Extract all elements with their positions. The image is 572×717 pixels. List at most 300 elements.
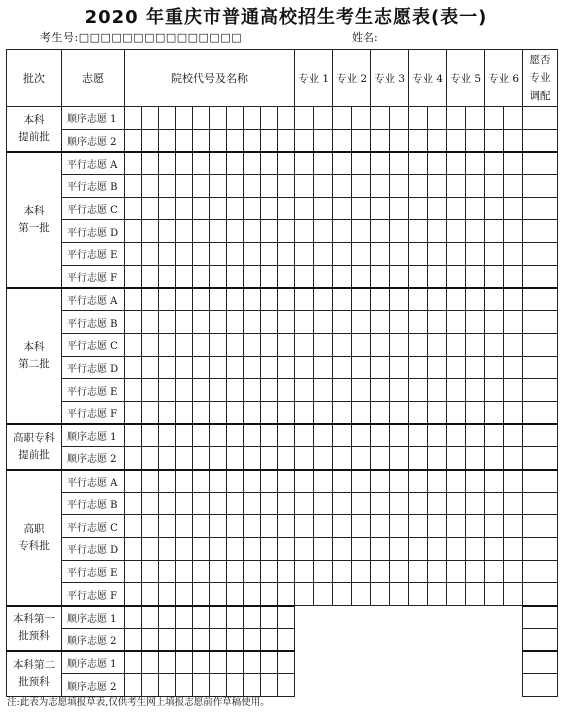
major-code-box[interactable] [428, 447, 447, 470]
school-code-box[interactable] [159, 243, 176, 266]
major-code-box[interactable] [428, 107, 447, 130]
school-code-box[interactable] [159, 197, 176, 220]
major-code-box[interactable] [352, 129, 371, 152]
school-code-box[interactable] [278, 243, 295, 266]
major-code-box[interactable] [371, 379, 390, 402]
major-code-box[interactable] [314, 356, 333, 379]
adjust-box[interactable] [523, 424, 558, 447]
major-code-box[interactable] [390, 424, 409, 447]
major-code-box[interactable] [333, 197, 352, 220]
adjust-box[interactable] [523, 674, 558, 697]
school-code-box[interactable] [159, 447, 176, 470]
major-code-box[interactable] [390, 288, 409, 311]
school-code-box[interactable] [159, 107, 176, 130]
major-code-box[interactable] [295, 401, 314, 424]
school-code-box[interactable] [193, 152, 210, 175]
school-code-box[interactable] [176, 492, 193, 515]
school-code-box[interactable] [244, 447, 261, 470]
school-code-box[interactable] [261, 583, 278, 606]
major-code-box[interactable] [390, 265, 409, 288]
major-code-box[interactable] [295, 470, 314, 493]
major-code-box[interactable] [466, 492, 485, 515]
school-code-box[interactable] [227, 401, 244, 424]
school-code-box[interactable] [125, 152, 142, 175]
school-code-box[interactable] [142, 538, 159, 561]
adjust-box[interactable] [523, 333, 558, 356]
major-code-box[interactable] [295, 220, 314, 243]
school-code-box[interactable] [125, 197, 142, 220]
school-code-box[interactable] [244, 152, 261, 175]
major-code-box[interactable] [466, 311, 485, 334]
school-code-box[interactable] [261, 356, 278, 379]
school-code-box[interactable] [176, 447, 193, 470]
school-code-box[interactable] [227, 560, 244, 583]
school-code-box[interactable] [142, 470, 159, 493]
major-code-box[interactable] [466, 515, 485, 538]
school-code-box[interactable] [261, 333, 278, 356]
school-code-box[interactable] [142, 560, 159, 583]
major-code-box[interactable] [371, 333, 390, 356]
major-code-box[interactable] [447, 175, 466, 198]
school-code-box[interactable] [244, 583, 261, 606]
major-code-box[interactable] [352, 424, 371, 447]
major-code-box[interactable] [428, 288, 447, 311]
school-code-box[interactable] [159, 606, 176, 629]
major-code-box[interactable] [295, 243, 314, 266]
school-code-box[interactable] [278, 107, 295, 130]
major-code-box[interactable] [352, 197, 371, 220]
major-code-box[interactable] [390, 401, 409, 424]
major-code-box[interactable] [485, 379, 504, 402]
school-code-box[interactable] [261, 538, 278, 561]
school-code-box[interactable] [176, 220, 193, 243]
major-code-box[interactable] [352, 333, 371, 356]
school-code-box[interactable] [176, 538, 193, 561]
major-code-box[interactable] [314, 175, 333, 198]
major-code-box[interactable] [428, 333, 447, 356]
major-code-box[interactable] [504, 220, 523, 243]
major-code-box[interactable] [447, 152, 466, 175]
school-code-box[interactable] [193, 333, 210, 356]
major-code-box[interactable] [504, 447, 523, 470]
major-code-box[interactable] [352, 356, 371, 379]
major-code-box[interactable] [504, 470, 523, 493]
school-code-box[interactable] [244, 265, 261, 288]
major-code-box[interactable] [447, 288, 466, 311]
school-code-box[interactable] [261, 606, 278, 629]
major-code-box[interactable] [314, 197, 333, 220]
major-code-box[interactable] [466, 129, 485, 152]
school-code-box[interactable] [159, 538, 176, 561]
school-code-box[interactable] [176, 197, 193, 220]
major-code-box[interactable] [504, 333, 523, 356]
major-code-box[interactable] [371, 311, 390, 334]
major-code-box[interactable] [352, 288, 371, 311]
school-code-box[interactable] [261, 220, 278, 243]
major-code-box[interactable] [466, 243, 485, 266]
major-code-box[interactable] [314, 447, 333, 470]
school-code-box[interactable] [210, 356, 227, 379]
school-code-box[interactable] [210, 401, 227, 424]
school-code-box[interactable] [210, 470, 227, 493]
school-code-box[interactable] [261, 311, 278, 334]
major-code-box[interactable] [352, 470, 371, 493]
school-code-box[interactable] [210, 333, 227, 356]
major-code-box[interactable] [466, 560, 485, 583]
school-code-box[interactable] [176, 379, 193, 402]
major-code-box[interactable] [485, 583, 504, 606]
major-code-box[interactable] [409, 288, 428, 311]
adjust-box[interactable] [523, 492, 558, 515]
school-code-box[interactable] [176, 560, 193, 583]
school-code-box[interactable] [278, 492, 295, 515]
major-code-box[interactable] [352, 583, 371, 606]
major-code-box[interactable] [295, 333, 314, 356]
major-code-box[interactable] [333, 129, 352, 152]
major-code-box[interactable] [409, 311, 428, 334]
major-code-box[interactable] [390, 333, 409, 356]
school-code-box[interactable] [142, 651, 159, 674]
school-code-box[interactable] [125, 560, 142, 583]
adjust-box[interactable] [523, 560, 558, 583]
school-code-box[interactable] [244, 560, 261, 583]
major-code-box[interactable] [485, 538, 504, 561]
major-code-box[interactable] [314, 265, 333, 288]
school-code-box[interactable] [227, 129, 244, 152]
major-code-box[interactable] [447, 560, 466, 583]
major-code-box[interactable] [485, 265, 504, 288]
school-code-box[interactable] [244, 538, 261, 561]
school-code-box[interactable] [159, 356, 176, 379]
major-code-box[interactable] [295, 107, 314, 130]
school-code-box[interactable] [159, 674, 176, 697]
major-code-box[interactable] [504, 583, 523, 606]
school-code-box[interactable] [227, 447, 244, 470]
major-code-box[interactable] [352, 560, 371, 583]
school-code-box[interactable] [227, 379, 244, 402]
major-code-box[interactable] [504, 492, 523, 515]
major-code-box[interactable] [314, 129, 333, 152]
major-code-box[interactable] [295, 492, 314, 515]
school-code-box[interactable] [278, 197, 295, 220]
school-code-box[interactable] [193, 220, 210, 243]
school-code-box[interactable] [176, 651, 193, 674]
major-code-box[interactable] [371, 129, 390, 152]
school-code-box[interactable] [244, 356, 261, 379]
school-code-box[interactable] [125, 129, 142, 152]
major-code-box[interactable] [466, 583, 485, 606]
major-code-box[interactable] [504, 152, 523, 175]
school-code-box[interactable] [244, 424, 261, 447]
major-code-box[interactable] [447, 470, 466, 493]
school-code-box[interactable] [142, 583, 159, 606]
school-code-box[interactable] [159, 311, 176, 334]
major-code-box[interactable] [428, 243, 447, 266]
major-code-box[interactable] [447, 333, 466, 356]
major-code-box[interactable] [428, 265, 447, 288]
school-code-box[interactable] [210, 560, 227, 583]
major-code-box[interactable] [485, 470, 504, 493]
school-code-box[interactable] [125, 333, 142, 356]
major-code-box[interactable] [447, 107, 466, 130]
major-code-box[interactable] [485, 175, 504, 198]
school-code-box[interactable] [227, 311, 244, 334]
school-code-box[interactable] [278, 333, 295, 356]
school-code-box[interactable] [159, 129, 176, 152]
school-code-box[interactable] [227, 651, 244, 674]
major-code-box[interactable] [409, 356, 428, 379]
school-code-box[interactable] [261, 243, 278, 266]
major-code-box[interactable] [390, 356, 409, 379]
major-code-box[interactable] [295, 152, 314, 175]
major-code-box[interactable] [447, 379, 466, 402]
major-code-box[interactable] [485, 515, 504, 538]
major-code-box[interactable] [333, 265, 352, 288]
major-code-box[interactable] [409, 197, 428, 220]
school-code-box[interactable] [176, 628, 193, 651]
school-code-box[interactable] [193, 265, 210, 288]
school-code-box[interactable] [210, 379, 227, 402]
major-code-box[interactable] [428, 560, 447, 583]
school-code-box[interactable] [159, 175, 176, 198]
school-code-box[interactable] [261, 447, 278, 470]
major-code-box[interactable] [314, 583, 333, 606]
school-code-box[interactable] [210, 651, 227, 674]
school-code-box[interactable] [227, 197, 244, 220]
school-code-box[interactable] [244, 515, 261, 538]
major-code-box[interactable] [352, 515, 371, 538]
major-code-box[interactable] [314, 107, 333, 130]
school-code-box[interactable] [227, 333, 244, 356]
major-code-box[interactable] [390, 447, 409, 470]
school-code-box[interactable] [159, 470, 176, 493]
major-code-box[interactable] [314, 288, 333, 311]
major-code-box[interactable] [390, 538, 409, 561]
major-code-box[interactable] [428, 583, 447, 606]
major-code-box[interactable] [466, 470, 485, 493]
school-code-box[interactable] [278, 288, 295, 311]
major-code-box[interactable] [295, 515, 314, 538]
major-code-box[interactable] [466, 265, 485, 288]
major-code-box[interactable] [409, 333, 428, 356]
adjust-box[interactable] [523, 515, 558, 538]
major-code-box[interactable] [352, 447, 371, 470]
school-code-box[interactable] [244, 175, 261, 198]
school-code-box[interactable] [159, 265, 176, 288]
major-code-box[interactable] [428, 515, 447, 538]
school-code-box[interactable] [261, 197, 278, 220]
major-code-box[interactable] [447, 424, 466, 447]
school-code-box[interactable] [193, 311, 210, 334]
major-code-box[interactable] [485, 333, 504, 356]
major-code-box[interactable] [333, 424, 352, 447]
school-code-box[interactable] [278, 515, 295, 538]
school-code-box[interactable] [125, 583, 142, 606]
major-code-box[interactable] [466, 401, 485, 424]
major-code-box[interactable] [485, 560, 504, 583]
major-code-box[interactable] [352, 107, 371, 130]
school-code-box[interactable] [193, 197, 210, 220]
major-code-box[interactable] [333, 175, 352, 198]
major-code-box[interactable] [466, 447, 485, 470]
major-code-box[interactable] [485, 107, 504, 130]
major-code-box[interactable] [504, 401, 523, 424]
major-code-box[interactable] [371, 492, 390, 515]
major-code-box[interactable] [466, 379, 485, 402]
school-code-box[interactable] [261, 492, 278, 515]
adjust-box[interactable] [523, 606, 558, 629]
major-code-box[interactable] [447, 492, 466, 515]
major-code-box[interactable] [295, 447, 314, 470]
adjust-box[interactable] [523, 175, 558, 198]
school-code-box[interactable] [227, 606, 244, 629]
school-code-box[interactable] [210, 129, 227, 152]
school-code-box[interactable] [142, 175, 159, 198]
school-code-box[interactable] [159, 401, 176, 424]
adjust-box[interactable] [523, 288, 558, 311]
major-code-box[interactable] [447, 311, 466, 334]
school-code-box[interactable] [125, 470, 142, 493]
major-code-box[interactable] [504, 538, 523, 561]
adjust-box[interactable] [523, 152, 558, 175]
school-code-box[interactable] [176, 333, 193, 356]
school-code-box[interactable] [176, 175, 193, 198]
school-code-box[interactable] [125, 492, 142, 515]
major-code-box[interactable] [447, 356, 466, 379]
major-code-box[interactable] [485, 152, 504, 175]
major-code-box[interactable] [428, 492, 447, 515]
major-code-box[interactable] [333, 152, 352, 175]
major-code-box[interactable] [371, 197, 390, 220]
major-code-box[interactable] [409, 447, 428, 470]
school-code-box[interactable] [142, 265, 159, 288]
major-code-box[interactable] [485, 492, 504, 515]
school-code-box[interactable] [244, 129, 261, 152]
major-code-box[interactable] [371, 356, 390, 379]
major-code-box[interactable] [371, 515, 390, 538]
adjust-box[interactable] [523, 107, 558, 130]
school-code-box[interactable] [159, 220, 176, 243]
major-code-box[interactable] [371, 243, 390, 266]
school-code-box[interactable] [159, 492, 176, 515]
major-code-box[interactable] [295, 356, 314, 379]
school-code-box[interactable] [125, 424, 142, 447]
major-code-box[interactable] [428, 175, 447, 198]
school-code-box[interactable] [193, 243, 210, 266]
major-code-box[interactable] [466, 175, 485, 198]
school-code-box[interactable] [193, 492, 210, 515]
school-code-box[interactable] [227, 107, 244, 130]
major-code-box[interactable] [390, 379, 409, 402]
major-code-box[interactable] [409, 492, 428, 515]
school-code-box[interactable] [142, 197, 159, 220]
school-code-box[interactable] [176, 424, 193, 447]
major-code-box[interactable] [295, 379, 314, 402]
school-code-box[interactable] [142, 356, 159, 379]
major-code-box[interactable] [428, 152, 447, 175]
school-code-box[interactable] [210, 152, 227, 175]
school-code-box[interactable] [261, 175, 278, 198]
major-code-box[interactable] [409, 401, 428, 424]
school-code-box[interactable] [125, 606, 142, 629]
school-code-box[interactable] [227, 515, 244, 538]
major-code-box[interactable] [333, 356, 352, 379]
school-code-box[interactable] [193, 538, 210, 561]
school-code-box[interactable] [142, 107, 159, 130]
major-code-box[interactable] [504, 107, 523, 130]
school-code-box[interactable] [125, 107, 142, 130]
major-code-box[interactable] [485, 424, 504, 447]
school-code-box[interactable] [261, 288, 278, 311]
major-code-box[interactable] [390, 470, 409, 493]
major-code-box[interactable] [447, 243, 466, 266]
school-code-box[interactable] [244, 470, 261, 493]
major-code-box[interactable] [504, 175, 523, 198]
school-code-box[interactable] [125, 379, 142, 402]
major-code-box[interactable] [428, 401, 447, 424]
school-code-box[interactable] [244, 243, 261, 266]
school-code-box[interactable] [278, 674, 295, 697]
major-code-box[interactable] [409, 175, 428, 198]
school-code-box[interactable] [142, 243, 159, 266]
major-code-box[interactable] [485, 447, 504, 470]
school-code-box[interactable] [278, 311, 295, 334]
school-code-box[interactable] [176, 401, 193, 424]
school-code-box[interactable] [261, 379, 278, 402]
school-code-box[interactable] [244, 674, 261, 697]
major-code-box[interactable] [466, 424, 485, 447]
school-code-box[interactable] [193, 560, 210, 583]
school-code-box[interactable] [142, 674, 159, 697]
adjust-box[interactable] [523, 379, 558, 402]
school-code-box[interactable] [278, 424, 295, 447]
school-code-box[interactable] [227, 152, 244, 175]
school-code-box[interactable] [176, 311, 193, 334]
school-code-box[interactable] [193, 470, 210, 493]
major-code-box[interactable] [333, 492, 352, 515]
school-code-box[interactable] [176, 152, 193, 175]
school-code-box[interactable] [227, 220, 244, 243]
school-code-box[interactable] [244, 107, 261, 130]
school-code-box[interactable] [125, 356, 142, 379]
school-code-box[interactable] [142, 628, 159, 651]
major-code-box[interactable] [295, 129, 314, 152]
school-code-box[interactable] [278, 152, 295, 175]
school-code-box[interactable] [227, 538, 244, 561]
school-code-box[interactable] [261, 152, 278, 175]
school-code-box[interactable] [278, 265, 295, 288]
adjust-box[interactable] [523, 470, 558, 493]
school-code-box[interactable] [142, 129, 159, 152]
major-code-box[interactable] [390, 583, 409, 606]
major-code-box[interactable] [295, 311, 314, 334]
major-code-box[interactable] [352, 379, 371, 402]
school-code-box[interactable] [125, 628, 142, 651]
major-code-box[interactable] [333, 311, 352, 334]
school-code-box[interactable] [244, 197, 261, 220]
major-code-box[interactable] [295, 265, 314, 288]
major-code-box[interactable] [409, 129, 428, 152]
school-code-box[interactable] [159, 560, 176, 583]
major-code-box[interactable] [352, 152, 371, 175]
major-code-box[interactable] [466, 356, 485, 379]
major-code-box[interactable] [485, 197, 504, 220]
school-code-box[interactable] [176, 674, 193, 697]
school-code-box[interactable] [176, 288, 193, 311]
major-code-box[interactable] [352, 538, 371, 561]
school-code-box[interactable] [193, 129, 210, 152]
major-code-box[interactable] [314, 515, 333, 538]
